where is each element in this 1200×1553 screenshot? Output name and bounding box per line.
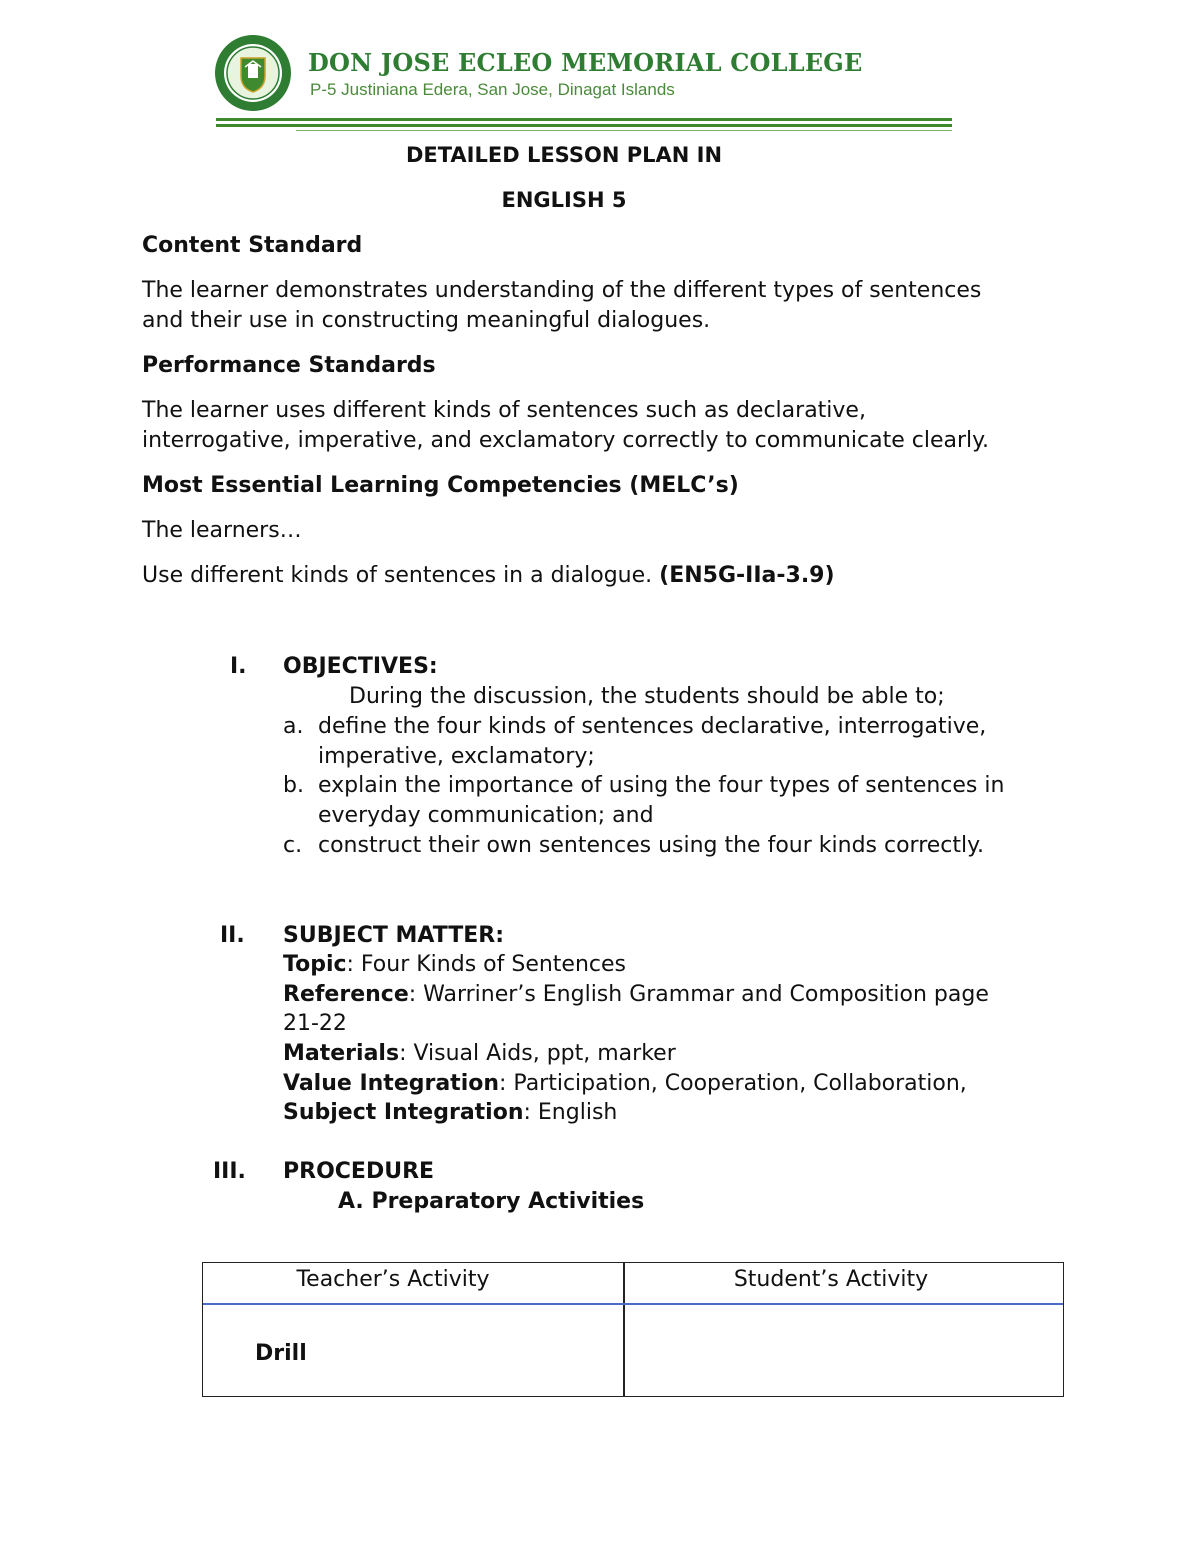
table-divider [203,1303,1063,1305]
drill-cell: Drill [255,1341,307,1366]
performance-standards-text: The learner uses different kinds of sentences such as declarative, [142,398,866,423]
objectives-heading: OBJECTIVES: [283,654,438,679]
performance-standards-heading: Performance Standards [142,353,436,378]
document-title: DETAILED LESSON PLAN IN [405,143,723,167]
header-rule [216,124,952,127]
objective-letter: b. [283,773,304,798]
document-subtitle: ENGLISH 5 [501,188,627,212]
procedure-subheading: A. Preparatory Activities [338,1189,645,1214]
content-standard-text: and their use in constructing meaningful dialogues. [142,308,711,333]
objective-letter: c. [283,833,303,858]
content-standard-heading: Content Standard [142,233,363,258]
materials-label: Materials [283,1041,400,1066]
subject-matter-heading: SUBJECT MATTER: [283,923,504,948]
objective-item: explain the importance of using the four types of sentences in [318,773,1005,798]
subject-matter-numeral: II. [220,923,245,948]
objective-item: imperative, exclamatory; [318,744,595,769]
melc-intro: The learners… [142,518,302,543]
topic-value: : Four Kinds of Sentences [346,952,626,977]
teacher-activity-header: Teacher’s Activity [296,1267,490,1292]
procedure-numeral: III. [213,1159,246,1184]
subject-integration-label: Subject Integration [283,1100,524,1125]
reference-cont: 21-22 [283,1011,347,1036]
melc-competency-text: Use different kinds of sentences in a dialogue. [142,563,653,588]
objective-letter: a. [283,714,304,739]
header-rule [216,118,952,121]
content-standard-text: The learner demonstrates understanding of the different types of sentences [142,278,982,303]
reference-label: Reference [283,982,409,1007]
reference-line [283,980,989,1010]
value-integration-line [283,1069,967,1099]
objective-item: define the four kinds of sentences declarative, interrogative, [318,714,987,739]
topic-label: Topic [283,952,347,977]
objective-item: everyday communication; and [318,803,654,828]
objectives-intro: During the discussion, the students should be able to; [349,684,945,709]
student-activity-header: Student’s Activity [733,1267,929,1292]
objectives-numeral: I. [230,654,247,679]
value-integration-label: Value Integration [283,1071,500,1096]
objective-item: construct their own sentences using the four kinds correctly. [318,833,985,858]
school-address: P-5 Justiniana Edera, San Jose, Dinagat Islands [310,80,675,99]
reference-value: : Warriner’s English Grammar and Composition page [408,982,989,1007]
procedure-heading: PROCEDURE [283,1159,435,1184]
melc-heading: Most Essential Learning Competencies (MELC’s) [142,473,739,498]
value-integration-value: : Participation, Cooperation, Collaboration, [499,1071,967,1096]
melc-competency [142,561,835,591]
header-rule [296,130,952,131]
subject-integration-line [283,1098,617,1128]
topic-line [283,950,626,980]
materials-line [283,1039,676,1069]
melc-code: (EN5G-IIa-3.9) [659,563,835,588]
activity-table [202,1262,1064,1397]
subject-integration-value: : English [523,1100,618,1125]
college-seal-logo [214,34,292,112]
performance-standards-text: interrogative, imperative, and exclamatory correctly to communicate clearly. [142,428,990,453]
school-name: DON JOSE ECLEO MEMORIAL COLLEGE [308,48,863,77]
materials-value: : Visual Aids, ppt, marker [399,1041,676,1066]
